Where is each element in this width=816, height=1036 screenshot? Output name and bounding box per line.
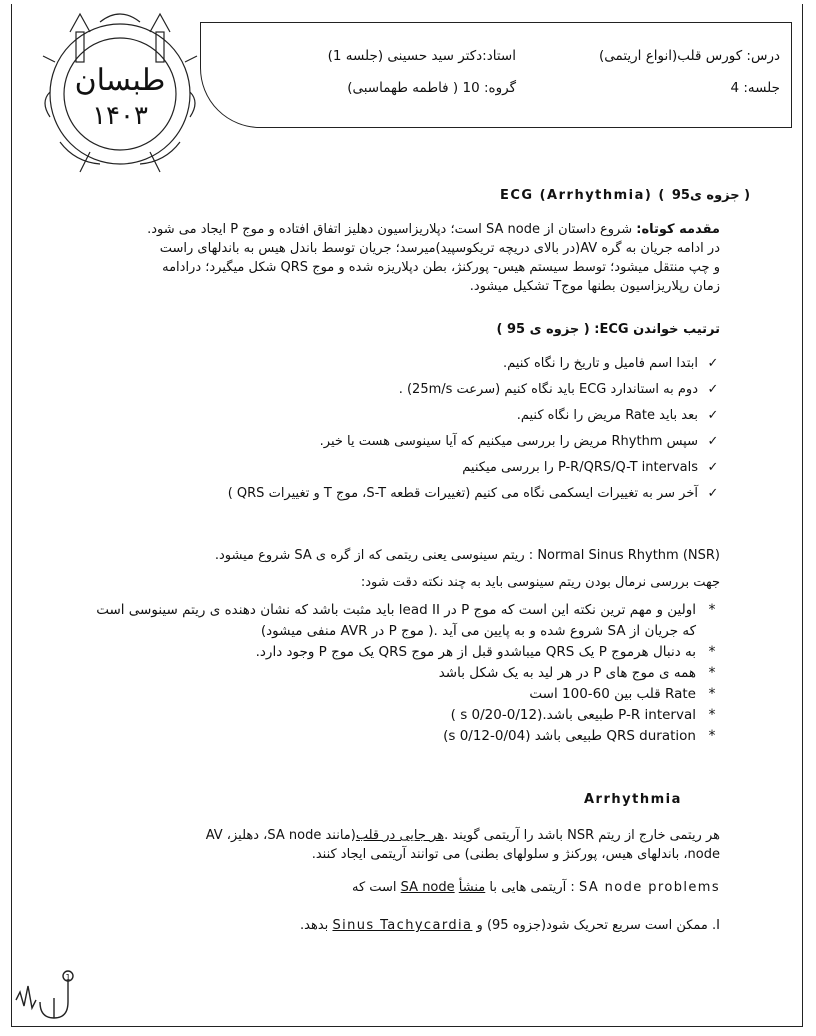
section1-title: ECG (Arrhythmia) ( جزوه ی95 ) xyxy=(500,188,752,203)
list-item: ✓ بعد باید Rate مریض را نگاه کنیم. xyxy=(228,403,720,429)
tabasan-logo xyxy=(30,2,210,182)
arrhythmia-title: Arrhythmia xyxy=(584,792,682,807)
intro-line-3: و چپ منتقل میشود؛ توسط سیستم هیس- پورکنژ، بطن دپلاریزه شده و موج QRS شکل میگیرد؛ درادامه xyxy=(162,260,720,275)
asterisk-icon: * xyxy=(708,728,716,744)
nsr-definition: Normal Sinus Rhythm (NSR) : ریتم سینوسی یعنی ریتمی که از گره ی SA شروع میشود. xyxy=(214,548,720,563)
sinus-tachycardia-item: I. ممکن است سریع تحریک شود(جزوه 95) و Sinus Tachycardia بدهد. xyxy=(300,918,720,933)
list-item: ✓ دوم به استاندارد ECG باید نگاه کنیم (سرعت 25m/s) . xyxy=(228,377,720,403)
session-number: جلسه: 4 xyxy=(730,80,780,96)
list-item: * Rate قلب بین 60-100 است xyxy=(80,684,720,705)
list-item: * به دنبال هرموج P یک QRS میباشدو قبل از هر موج QRS یک موج P وجود دارد. xyxy=(80,642,720,663)
item-number: I. xyxy=(712,918,720,933)
stethoscope-icon xyxy=(14,962,84,1022)
list-item: ✓ سپس Rhythm مریض را بررسی میکنیم که آیا سینوسی هست یا خیر. xyxy=(228,429,720,455)
underlined-phrase: هر جایی در قلب xyxy=(355,828,445,843)
intro-label: مقدمه کوتاه: xyxy=(636,222,720,237)
group-info: گروه: 10 ( فاطمه طهماسبی) xyxy=(347,80,516,96)
intro-line-1: شروع داستان از SA node است؛ دپلاریزاسیون دهلیز اتفاق افتاده و موج P ایجاد می شود. xyxy=(147,222,633,237)
header-box xyxy=(200,22,792,128)
sa-node-label: SA node problems xyxy=(578,880,720,895)
teacher-name: استاد:دکتر سید حسینی (جلسه 1) xyxy=(327,48,516,64)
nsr-intro: جهت بررسی نرمال بودن ریتم سینوسی باید به چند نکته دقت شود: xyxy=(360,575,720,590)
reading-order-list xyxy=(228,351,720,507)
intro-paragraph xyxy=(80,220,720,296)
course-title: درس: کورس قلب(انواع اریتمی) xyxy=(599,48,780,64)
asterisk-icon: * xyxy=(708,686,716,702)
svg-text:طبسان: طبسان xyxy=(74,63,166,98)
list-item: * اولین و مهم ترین نکته این است که موج P در lead II باید مثبت باشد که نشان دهنده ی ریتم سینوسی است که جریان از SA شروع شده و به پایین می آید .( موج P در AVR منفی میشود) xyxy=(80,600,720,642)
list-item: ✓ ابتدا اسم فامیل و تاریخ را نگاه کنیم. xyxy=(228,351,720,377)
intro-line-2: در ادامه جریان به گره AV(در بالای دریچه تریکوسپید)میرسد؛ جریان توسط باندل هیس به باندلهای راست xyxy=(159,241,720,256)
checkmark-icon: ✓ xyxy=(707,382,719,397)
asterisk-icon: * xyxy=(708,644,716,660)
asterisk-icon: * xyxy=(708,707,716,723)
list-item: ✓ P-R/QRS/Q-T intervals را بررسی میکنیم xyxy=(228,455,720,481)
section2-title: ترتیب خواندن ECG: ( جزوه ی 95 ) xyxy=(496,322,720,337)
list-item: ✓ آخر سر به تغییرات ایسکمی نگاه می کنیم (تغییرات قطعه S-T، موج T و تغییرات QRS ) xyxy=(228,481,720,507)
asterisk-icon: * xyxy=(708,665,716,681)
list-item: * همه ی موج های P در هر لید به یک شکل باشد xyxy=(80,663,720,684)
sa-node-problems: SA node problems : آریتمی هایی با منشأ SA node است که xyxy=(351,880,720,895)
checkmark-icon: ✓ xyxy=(707,408,719,423)
svg-text:۱۴۰۳: ۱۴۰۳ xyxy=(92,101,148,131)
arrhythmia-definition: هر ریتمی خارج از ریتم NSR باشد را آریتمی گویند .هر جایی در قلب(مانند SA node، دهلیز، AV node، باندلهای هیس، پورکنژ و سلولهای بطنی) می توانند آریتمی ایجاد کنند. xyxy=(205,828,720,862)
sinus-tachycardia-term: Sinus Tachycardia xyxy=(332,918,473,933)
nsr-points xyxy=(80,600,720,747)
checkmark-icon: ✓ xyxy=(707,356,719,371)
asterisk-icon: * xyxy=(708,602,716,618)
page-number: 1 xyxy=(65,973,71,982)
checkmark-icon: ✓ xyxy=(707,434,719,449)
checkmark-icon: ✓ xyxy=(707,486,719,501)
list-item: * QRS duration طبیعی باشد (0/04-0/12 s) xyxy=(80,726,720,747)
checkmark-icon: ✓ xyxy=(707,460,719,475)
intro-line-4: زمان رپلاریزاسیون بطنها موجT تشکیل میشود. xyxy=(469,279,720,294)
list-item: * P-R interval طبیعی باشد.(0/12-0/20 s ) xyxy=(80,705,720,726)
